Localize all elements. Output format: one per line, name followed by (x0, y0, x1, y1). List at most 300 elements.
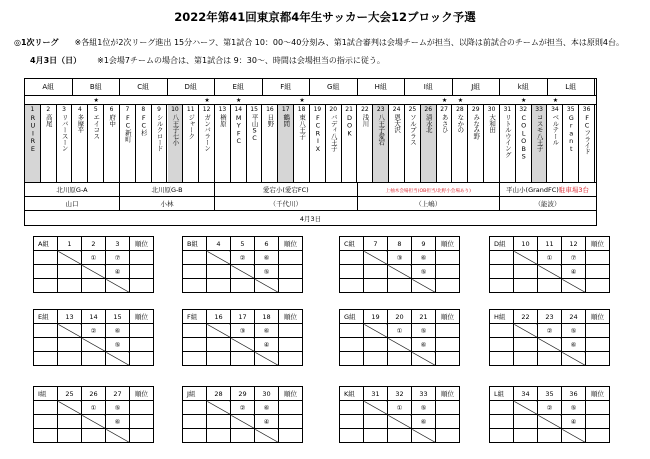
team-number: 29 (471, 106, 480, 113)
team-column (484, 105, 500, 183)
match-cell (231, 338, 255, 352)
match-cell (58, 429, 82, 443)
team-column (73, 105, 89, 183)
match-cell: ⑥ (255, 251, 279, 265)
page-title: 2022年第41回東京都4年生サッカー大会12ブロック予選 (174, 10, 476, 24)
group-label: D組 (490, 237, 514, 251)
team-columns (25, 104, 596, 182)
team-number: 26 (424, 106, 433, 113)
group-label: L組 (490, 387, 514, 401)
row-label (340, 415, 364, 429)
match-cell (538, 279, 562, 293)
group-header-1: A組 (25, 79, 73, 95)
team-name: 東八王子 (298, 114, 307, 139)
match-cell (364, 352, 388, 366)
match-cell: ④ (255, 338, 279, 352)
team-name: エイコス (92, 114, 101, 139)
team-name: ベルテール (551, 114, 560, 146)
team-column (532, 105, 548, 183)
row-label (490, 429, 514, 443)
venue-name: 上柚木会場担当(OB担当/北野小会場あり) (385, 189, 471, 194)
row-label (183, 279, 207, 293)
league-heading: ◎1次リーグ (14, 38, 59, 47)
team-name: FC杉 (139, 114, 148, 136)
rank-cell (586, 429, 610, 443)
match-cell: ⑤ (412, 401, 436, 415)
result-table-9 (33, 386, 154, 443)
team-number: 31 (503, 106, 512, 113)
row-label (490, 401, 514, 415)
row-label (340, 429, 364, 443)
team-number: 33 (535, 106, 543, 113)
team-name: コスモ八王子 (535, 114, 544, 152)
rank-cell (279, 279, 303, 293)
result-table-4 (489, 236, 610, 293)
match-cell (82, 352, 106, 366)
team-number-header: 26 (82, 387, 106, 401)
team-column (405, 105, 421, 183)
match-cell (388, 338, 412, 352)
match-cell: ⑥ (106, 415, 130, 429)
manager-cell: （上嶋） (358, 197, 501, 211)
team-number: 32 (519, 106, 528, 113)
match-cell (231, 429, 255, 443)
row-label (183, 251, 207, 265)
team-number-header: 34 (514, 387, 538, 401)
team-number-header: 12 (562, 237, 586, 251)
rank-cell (586, 279, 610, 293)
result-table-1 (33, 236, 154, 293)
seed-mark: ★ (521, 97, 527, 104)
team-name: FCRIX (313, 114, 322, 153)
team-number-header: 19 (364, 310, 388, 324)
rank-header: 順位 (436, 237, 460, 251)
match-cell: ② (231, 251, 255, 265)
rank-cell (586, 324, 610, 338)
match-cell: ⑥ (255, 401, 279, 415)
match-cell (514, 265, 538, 279)
row-label (340, 251, 364, 265)
team-number: 8 (141, 106, 146, 113)
match-cell (207, 429, 231, 443)
team-column (120, 105, 136, 183)
match-cell: ⑥ (412, 338, 436, 352)
rank-cell (279, 324, 303, 338)
rank-header: 順位 (279, 387, 303, 401)
match-cell (231, 265, 255, 279)
row-label (34, 429, 58, 443)
team-number: 14 (234, 106, 243, 113)
seed-mark: ★ (93, 97, 99, 104)
team-column (231, 105, 247, 183)
match-cell (514, 352, 538, 366)
match-cell: ① (388, 401, 412, 415)
result-table-5 (33, 309, 154, 366)
match-cell (364, 401, 388, 415)
team-number: 22 (361, 106, 369, 113)
match-cell: ⑦ (562, 251, 586, 265)
team-name: 八王子愛宕 (377, 114, 386, 146)
team-number-header: 30 (255, 387, 279, 401)
group-header-8: H組 (358, 79, 406, 95)
team-number-header: 28 (207, 387, 231, 401)
row-label (34, 279, 58, 293)
match-cell (255, 429, 279, 443)
group-bracket (24, 78, 597, 226)
match-cell: ⑥ (562, 338, 586, 352)
match-cell (58, 352, 82, 366)
match-cell: ⑤ (412, 265, 436, 279)
row-label (34, 338, 58, 352)
team-number-header: 31 (364, 387, 388, 401)
team-column (199, 105, 215, 183)
team-column (468, 105, 484, 183)
match-cell (207, 415, 231, 429)
group-header-10: J組 (453, 79, 501, 95)
team-number: 7 (125, 106, 130, 113)
team-name: RUIRE (28, 114, 37, 153)
match-cell: ① (538, 251, 562, 265)
team-number-header: 14 (82, 310, 106, 324)
team-column (563, 105, 579, 183)
match-cell (58, 401, 82, 415)
team-number-header: 6 (255, 237, 279, 251)
team-number-header: 16 (207, 310, 231, 324)
schedule-line (30, 55, 385, 66)
match-cell (364, 429, 388, 443)
team-number: 28 (456, 106, 464, 113)
rank-header: 順位 (586, 310, 610, 324)
team-number-header: 27 (106, 387, 130, 401)
team-name: みなみ野 (472, 114, 481, 139)
match-cell (388, 352, 412, 366)
league-rules-line (14, 37, 624, 48)
team-number: 36 (582, 106, 591, 113)
group-label: I組 (34, 387, 58, 401)
match-cell (58, 324, 82, 338)
rank-cell (586, 415, 610, 429)
rank-cell (130, 338, 154, 352)
team-number: 21 (345, 106, 353, 113)
team-column (247, 105, 263, 183)
team-name: 高尾 (44, 114, 53, 127)
match-cell (364, 324, 388, 338)
team-name: MYFC (234, 114, 243, 145)
match-cell (58, 251, 82, 265)
group-label: C組 (340, 237, 364, 251)
match-cell (412, 352, 436, 366)
schedule-note: ※1会場7チームの場合は、第1試合は 9：30〜、時間は会場担当の指示に従う。 (97, 56, 385, 65)
match-cell: ② (231, 401, 255, 415)
match-cell (106, 352, 130, 366)
team-number-header: 5 (231, 237, 255, 251)
rank-cell (436, 429, 460, 443)
team-number-header: 17 (231, 310, 255, 324)
team-number-header: 9 (412, 237, 436, 251)
venue-cell (215, 183, 358, 197)
match-cell (514, 324, 538, 338)
rank-header: 順位 (130, 310, 154, 324)
group-header-5: E組 (215, 79, 263, 95)
rank-cell (279, 352, 303, 366)
team-number: 15 (250, 106, 258, 113)
rank-cell (130, 352, 154, 366)
match-cell: ⑥ (412, 251, 436, 265)
team-number: 23 (376, 106, 385, 113)
venue-name: 北川原G-B (151, 186, 183, 194)
rank-header: 順位 (279, 310, 303, 324)
match-cell: ⑤ (106, 401, 130, 415)
match-cell (538, 265, 562, 279)
rank-header: 順位 (436, 387, 460, 401)
match-cell: ⑦ (106, 251, 130, 265)
match-cell (538, 415, 562, 429)
match-cell (58, 279, 82, 293)
team-number: 30 (487, 106, 496, 113)
team-number: 12 (202, 106, 211, 113)
team-number-header: 23 (538, 310, 562, 324)
team-column (183, 105, 199, 183)
match-cell (514, 251, 538, 265)
rank-cell (436, 251, 460, 265)
rank-cell (436, 265, 460, 279)
row-label (34, 265, 58, 279)
rules-note: ※各組1位が2次リーグ進出 15分ハーフ、第1試合 10：00〜40分刻み、第1試合審判は会場チームが担当、以降は前試合のチームが担当、本は原則4台。 (74, 38, 624, 47)
team-number-header: 35 (538, 387, 562, 401)
team-number-header: 25 (58, 387, 82, 401)
row-label (490, 338, 514, 352)
venue-cell (25, 183, 120, 197)
team-number: 35 (566, 106, 575, 113)
rank-cell (586, 352, 610, 366)
team-number-header: 7 (364, 237, 388, 251)
result-table-6 (182, 309, 303, 366)
team-name: Grant (567, 114, 576, 153)
team-name: FCフライド (583, 114, 592, 155)
team-column (25, 105, 41, 183)
row-label (183, 338, 207, 352)
group-header-4: D組 (168, 79, 216, 95)
row-label (490, 279, 514, 293)
team-name: 鶴間 (282, 114, 291, 127)
team-number-header: 15 (106, 310, 130, 324)
team-column (215, 105, 231, 183)
match-cell (207, 338, 231, 352)
row-label (340, 401, 364, 415)
rank-cell (436, 324, 460, 338)
venue-row (25, 182, 596, 196)
match-cell (412, 429, 436, 443)
parking-note: 駐車場3台 (558, 186, 589, 194)
seed-mark: ★ (552, 97, 559, 104)
manager-cell: （能波） (534, 200, 561, 208)
row-label (340, 324, 364, 338)
rank-header: 順位 (586, 387, 610, 401)
match-cell (388, 429, 412, 443)
seed-mark: ★ (457, 97, 464, 104)
row-label (340, 352, 364, 366)
team-number-header: 36 (562, 387, 586, 401)
team-name: シルクロード (155, 114, 164, 152)
team-column (104, 105, 120, 183)
team-number-header: 33 (412, 387, 436, 401)
match-cell (106, 429, 130, 443)
group-label: J組 (183, 387, 207, 401)
match-cell (364, 265, 388, 279)
team-number: 10 (171, 106, 179, 113)
team-number-header: 24 (562, 310, 586, 324)
rank-header: 順位 (130, 387, 154, 401)
row-label (183, 429, 207, 443)
team-name: バディ八王子 (329, 114, 338, 152)
team-number: 13 (218, 106, 227, 113)
team-number: 4 (78, 106, 82, 113)
team-number: 3 (62, 106, 66, 113)
team-name: COLOBS (519, 114, 528, 161)
team-column (437, 105, 453, 183)
manager-row (25, 196, 596, 210)
result-table-12 (489, 386, 610, 443)
row-label (340, 279, 364, 293)
group-label: F組 (183, 310, 207, 324)
team-number: 24 (392, 106, 401, 113)
team-number: 34 (551, 106, 559, 113)
match-cell (364, 415, 388, 429)
group-header-6: F組 (263, 79, 311, 95)
match-cell (514, 401, 538, 415)
team-column (310, 105, 326, 183)
match-cell: ① (82, 401, 106, 415)
team-column (136, 105, 152, 183)
team-column (57, 105, 73, 183)
team-name: ソルプラス (408, 114, 417, 146)
team-column (579, 105, 595, 183)
match-cell: ② (538, 401, 562, 415)
team-number-header: 8 (388, 237, 412, 251)
team-number: 9 (157, 106, 161, 113)
match-cell: ⑤ (106, 338, 130, 352)
team-column (88, 105, 104, 183)
match-cell (562, 429, 586, 443)
row-label (490, 352, 514, 366)
match-cell (514, 415, 538, 429)
rank-cell (586, 401, 610, 415)
match-cell (58, 338, 82, 352)
team-column (278, 105, 294, 183)
team-number-header: 2 (82, 237, 106, 251)
rank-cell (586, 251, 610, 265)
team-number-header: 10 (514, 237, 538, 251)
match-cell (58, 265, 82, 279)
match-cell (562, 352, 586, 366)
row-label (183, 415, 207, 429)
row-label (34, 251, 58, 265)
team-column (358, 105, 374, 183)
rank-cell (279, 429, 303, 443)
match-cell (364, 279, 388, 293)
match-cell: ⑥ (412, 415, 436, 429)
team-name: 平山SC (250, 114, 259, 142)
seed-mark-row (25, 95, 596, 104)
group-label: A組 (34, 237, 58, 251)
rank-header: 順位 (279, 237, 303, 251)
team-number: 1 (30, 106, 35, 113)
match-cell: ④ (255, 415, 279, 429)
match-cell (106, 279, 130, 293)
match-cell (82, 415, 106, 429)
team-number: 27 (440, 106, 448, 113)
seed-mark: ★ (299, 97, 305, 104)
rank-cell (279, 265, 303, 279)
group-label: K組 (340, 387, 364, 401)
team-name: FC新町 (123, 114, 132, 142)
rank-cell (130, 415, 154, 429)
result-table-8 (489, 309, 610, 366)
row-label (490, 324, 514, 338)
team-name: ガンバラーン (203, 114, 212, 152)
manager-cell: （千代川） (215, 197, 358, 211)
row-label (490, 415, 514, 429)
team-name: 八王子七小 (171, 114, 180, 146)
group-header-12: L組 (548, 79, 596, 95)
group-label: B組 (183, 237, 207, 251)
group-header-9: I組 (405, 79, 453, 95)
team-column (500, 105, 516, 183)
match-cell: ③ (388, 251, 412, 265)
match-cell: ③ (231, 324, 255, 338)
rank-cell (586, 265, 610, 279)
match-cell: ④ (562, 265, 586, 279)
team-name: ジャーク (187, 114, 196, 139)
group-label: E組 (34, 310, 58, 324)
rank-header: 順位 (436, 310, 460, 324)
manager-cell: 山口 (25, 197, 120, 211)
match-cell (514, 429, 538, 443)
match-cell: ⑤ (255, 265, 279, 279)
row-label (183, 265, 207, 279)
team-name: 恩大沢 (393, 114, 402, 133)
match-cell (82, 279, 106, 293)
rank-cell (130, 429, 154, 443)
date-row (25, 210, 596, 226)
seed-mark: ★ (204, 97, 210, 104)
team-column (516, 105, 532, 183)
team-name: リトルウイング (503, 114, 512, 158)
match-cell (231, 279, 255, 293)
match-cell (388, 265, 412, 279)
match-cell: ④ (106, 265, 130, 279)
date-cell: 4月3日 (299, 215, 322, 223)
team-number-header: 3 (106, 237, 130, 251)
match-cell (207, 279, 231, 293)
row-label (183, 324, 207, 338)
venue-name: 北川原G-A (56, 186, 88, 194)
team-number: 5 (93, 106, 98, 113)
rank-cell (436, 401, 460, 415)
team-name: 楢原 (218, 114, 227, 127)
result-table-3 (339, 236, 460, 293)
team-column (263, 105, 279, 183)
match-cell (538, 429, 562, 443)
row-label (34, 352, 58, 366)
match-cell (538, 352, 562, 366)
team-column (326, 105, 342, 183)
result-table-10 (182, 386, 303, 443)
team-name: 府中 (108, 114, 117, 127)
team-number: 18 (297, 106, 306, 113)
venue-cell (500, 183, 595, 197)
team-number: 17 (281, 106, 290, 113)
